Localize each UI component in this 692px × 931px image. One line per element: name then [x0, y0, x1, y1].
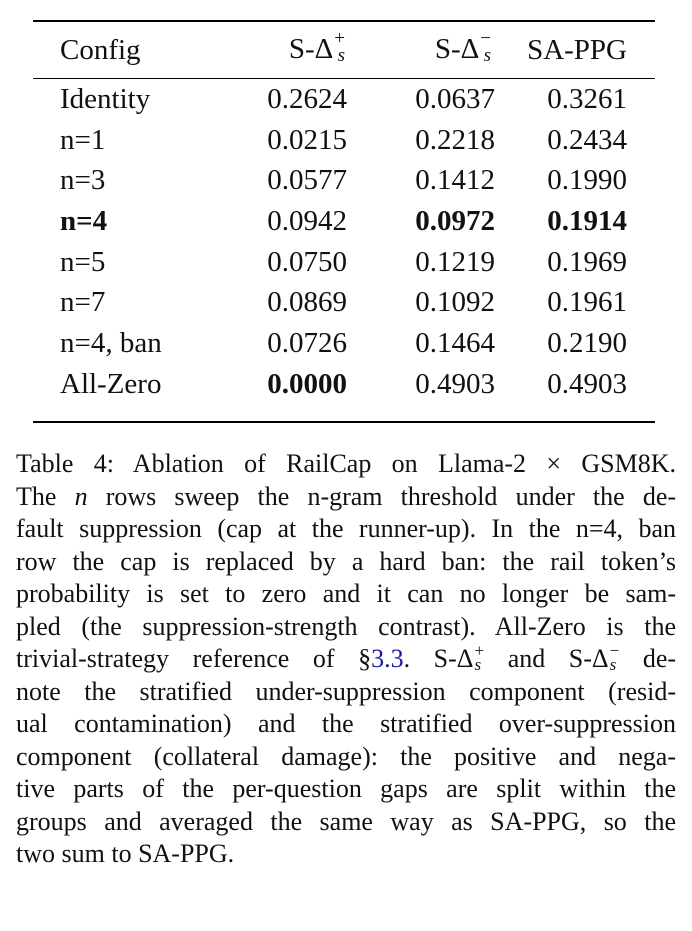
caption-line: ual contamination) and the stratified over-suppression [16, 709, 676, 738]
section-reference-link[interactable]: 3.3 [371, 644, 404, 673]
table-row [33, 160, 655, 201]
caption-delta-pos-sup: + [474, 641, 485, 661]
cell-sa-ppg: 0.1914 [547, 204, 627, 237]
cell-s-pos: 0.0869 [267, 286, 347, 319]
cell-config: n=4, ban [60, 326, 162, 359]
caption-line: component (collateral damage): the positive and nega- [16, 741, 676, 771]
caption-line [16, 643, 676, 676]
caption-delta-neg-sub: s [609, 655, 617, 675]
cell-config: All-Zero [60, 367, 162, 400]
table-row [33, 323, 655, 364]
cell-sa-ppg: 0.1969 [547, 245, 627, 278]
cell-config: n=4 [60, 204, 108, 237]
cell-s-pos: 0.0750 [267, 245, 347, 278]
caption-text: rows sweep the n-gram threshold under the de- [87, 481, 677, 511]
caption-line: probability is set to zero and it can no longer be sam- [16, 579, 676, 608]
caption-line: tive parts of the per-question gaps are split within the [16, 774, 676, 803]
cell-config: n=1 [60, 123, 106, 156]
caption-delta-pos-marks [474, 641, 485, 675]
table-header-row [33, 22, 655, 79]
cell-sa-ppg: 0.1990 [547, 164, 627, 197]
col-header-s-delta-pos-base: S-Δ [288, 32, 334, 65]
col-header-s-delta-pos-marks [334, 28, 345, 67]
col-header-s-delta-pos-sup: + [334, 28, 345, 50]
cell-s-pos: 0.0726 [267, 326, 347, 359]
cell-s-pos: 0.0577 [267, 164, 347, 197]
caption-delta-neg-sup: − [609, 641, 620, 661]
caption-line: row the cap is replaced by a hard ban: the rail token’s [16, 546, 676, 576]
cell-s-neg: 0.1412 [415, 164, 495, 197]
col-header-sa-ppg: SA-PPG [527, 34, 627, 66]
cell-s-neg: 0.0972 [415, 204, 495, 237]
table-row [33, 201, 655, 242]
table-row [33, 79, 655, 120]
caption-line: groups and averaged the same way as SA-PPG, so the [16, 806, 676, 836]
col-header-s-delta-neg-sup: − [480, 28, 491, 50]
cell-config: n=5 [60, 245, 106, 278]
caption-line: pled (the suppression-strength contrast). All-Zero is the [16, 611, 676, 641]
cell-config: Identity [60, 82, 151, 115]
caption-text: de- [619, 644, 677, 673]
table-row [33, 282, 655, 323]
cell-s-neg: 0.4903 [415, 367, 495, 400]
table-row [33, 242, 655, 283]
col-header-s-delta-pos [228, 22, 347, 79]
caption-text: trivial-strategy reference of § [16, 644, 372, 673]
cell-s-neg: 0.0637 [415, 82, 495, 115]
col-header-s-delta-neg-base: S-Δ [434, 32, 480, 65]
table-caption [16, 448, 676, 871]
table-row [33, 120, 655, 161]
caption-variable-n: n [74, 481, 88, 511]
cell-s-neg: 0.1219 [415, 245, 495, 278]
caption-text: The [16, 481, 75, 511]
caption-line [16, 481, 676, 514]
caption-line: fault suppression (cap at the runner-up). In the n=4, ban [16, 514, 676, 543]
cell-sa-ppg: 0.2190 [547, 326, 627, 359]
cell-s-pos: 0.2624 [267, 82, 347, 115]
col-header-s-delta-neg-marks [480, 28, 491, 67]
caption-delta-neg-marks [609, 641, 620, 675]
cell-s-pos: 0.0942 [267, 204, 347, 237]
table-row [33, 364, 655, 405]
caption-delta-pos-sub: s [474, 655, 482, 675]
caption-line: note the stratified under-suppression component (resid- [16, 676, 676, 706]
cell-config: n=7 [60, 286, 106, 319]
col-header-s-delta-neg [347, 22, 495, 79]
cell-sa-ppg: 0.4903 [547, 367, 627, 400]
col-header-s-delta-neg-sub: s [483, 45, 491, 67]
caption-line: two sum to SA-PPG. [16, 839, 235, 868]
cell-s-pos: 0.0215 [267, 123, 347, 156]
col-header-config: Config [60, 34, 141, 66]
caption-text: and S-Δ [484, 644, 609, 673]
caption-line: Table 4: Ablation of RailCap on Llama-2 × GSM8K. [16, 449, 676, 478]
table-bottom-rule [33, 421, 655, 423]
cell-s-neg: 0.1092 [415, 286, 495, 319]
caption-text: . S-Δ [403, 644, 474, 673]
cell-s-pos: 0.0000 [267, 367, 347, 400]
cell-sa-ppg: 0.1961 [547, 286, 627, 319]
cell-s-neg: 0.1464 [415, 326, 495, 359]
cell-sa-ppg: 0.2434 [547, 123, 627, 156]
cell-sa-ppg: 0.3261 [547, 82, 627, 115]
cell-s-neg: 0.2218 [415, 123, 495, 156]
col-header-s-delta-pos-sub: s [337, 45, 345, 67]
ablation-table [33, 22, 655, 405]
cell-config: n=3 [60, 164, 106, 197]
